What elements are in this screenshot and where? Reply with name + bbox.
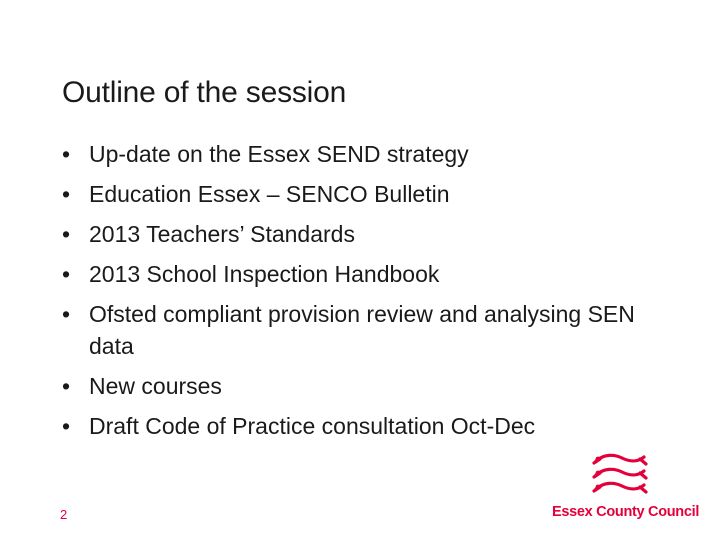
essex-county-council-logo — [550, 450, 700, 525]
bullet-text: New courses — [89, 373, 222, 399]
essex-seaxes-icon — [590, 450, 650, 500]
list-item — [60, 218, 660, 250]
bullet-marker: • — [62, 221, 71, 247]
bullet-marker: • — [62, 301, 71, 327]
bullet-list — [60, 138, 660, 450]
list-item — [60, 258, 660, 290]
page-number: 2 — [60, 507, 68, 522]
bullet-marker: • — [62, 373, 71, 399]
list-item — [60, 138, 660, 170]
bullet-text: Ofsted compliant provision review and analysing SEN data — [89, 301, 635, 359]
bullet-text: 2013 Teachers’ Standards — [89, 221, 355, 247]
bullet-marker: • — [62, 261, 71, 287]
bullet-marker: • — [62, 413, 71, 439]
bullet-text: Education Essex – SENCO Bulletin — [89, 181, 450, 207]
bullet-text: Draft Code of Practice consultation Oct-Dec — [89, 413, 536, 439]
bullet-text: 2013 School Inspection Handbook — [89, 261, 440, 287]
bullet-marker: • — [62, 181, 71, 207]
slide-title: Outline of the session — [62, 76, 347, 109]
list-item — [60, 298, 660, 362]
logo-text: Essex County Council — [552, 504, 700, 520]
list-item — [60, 370, 660, 402]
bullet-text: Up-date on the Essex SEND strategy — [89, 141, 469, 167]
bullet-marker: • — [62, 141, 71, 167]
list-item — [60, 178, 660, 210]
list-item — [60, 410, 660, 442]
